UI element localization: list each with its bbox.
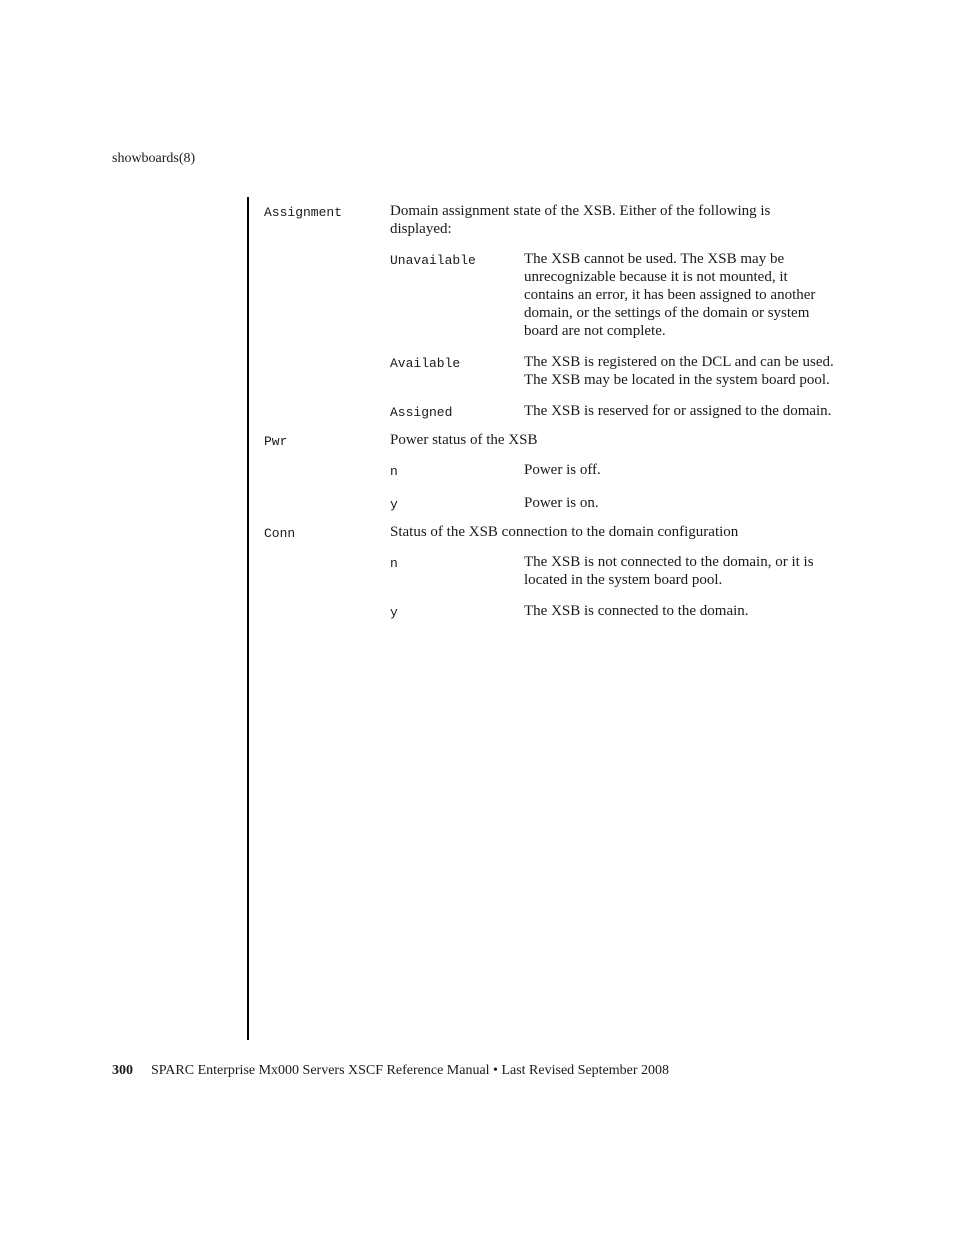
field-description: Status of the XSB connection to the domain configuration: [390, 524, 739, 540]
field-definition: [390, 523, 834, 635]
running-head: showboards(8): [112, 151, 196, 166]
value-description: The XSB is reserved for or assigned to the domain.: [524, 403, 832, 419]
field-definition: [390, 431, 834, 523]
field-description: Domain assignment state of the XSB. Either of the following is displayed:: [390, 203, 771, 237]
field-term: Assignment: [264, 205, 343, 220]
change-bar: [247, 197, 249, 1040]
page-footer: [112, 1062, 669, 1079]
value-item: [390, 250, 834, 340]
field-definition: [390, 202, 834, 431]
value-description: The XSB is registered on the DCL and can be used. The XSB may be located in the system board pool.: [524, 354, 834, 388]
value-term: Available: [390, 356, 461, 371]
value-list: [390, 461, 834, 514]
value-term: Unavailable: [390, 253, 476, 268]
footer-text: SPARC Enterprise Mx000 Servers XSCF Reference Manual • Last Revised September 2008: [151, 1063, 670, 1078]
value-item: [390, 602, 834, 622]
field-term: Pwr: [264, 434, 288, 449]
field-pwr: [264, 431, 834, 523]
value-description: The XSB is connected to the domain.: [524, 603, 749, 619]
value-item: [390, 461, 834, 481]
value-item: [390, 494, 834, 514]
value-term: y: [390, 497, 398, 512]
field-definitions: [264, 202, 834, 635]
value-list: [390, 553, 834, 622]
value-item: [390, 353, 834, 389]
field-description: Power status of the XSB: [390, 432, 538, 448]
value-term: Assigned: [390, 405, 453, 420]
value-description: Power is on.: [524, 495, 599, 511]
field-term: Conn: [264, 526, 296, 541]
value-term: y: [390, 605, 398, 620]
page-number: 300: [112, 1063, 133, 1078]
value-term: n: [390, 464, 398, 479]
value-item: [390, 402, 834, 422]
field-assignment: [264, 202, 834, 431]
value-description: Power is off.: [524, 462, 601, 478]
value-description: The XSB cannot be used. The XSB may be unrecognizable because it is not mounted, it contains an error, it has been assigned to another domain, or the settings of the domain or system board are not complete.: [524, 251, 816, 339]
field-conn: [264, 523, 834, 635]
value-item: [390, 553, 834, 589]
value-term: n: [390, 556, 398, 571]
value-description: The XSB is not connected to the domain, or it is located in the system board pool.: [524, 554, 814, 588]
value-list: [390, 250, 834, 422]
